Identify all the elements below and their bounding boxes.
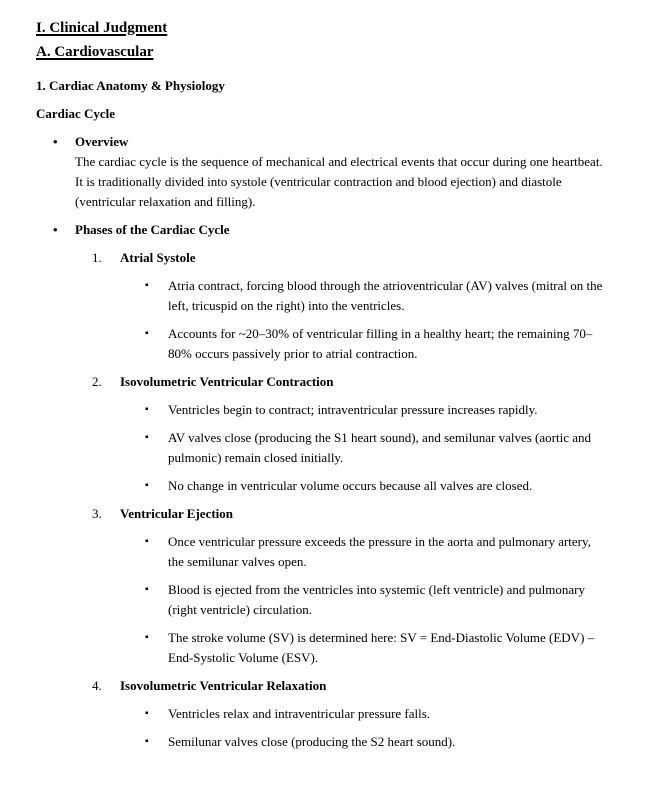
phase-item-isovolumetric-relaxation [92,676,607,696]
square-bullet-icon: ▪ [145,280,149,291]
overview-title: Overview [75,134,129,149]
point-text: The stroke volume (SV) is determined here: SV = End-Diastolic Volume (EDV) – End-Systolic Volume (ESV). [168,630,595,665]
point-text: Accounts for ~20–30% of ventricular filling in a healthy heart; the remaining 70–80% occurs passively prior to atrial contraction. [168,326,593,361]
square-bullet-icon: ▪ [145,328,149,339]
heading-cardiovascular-text: A. Cardiovascular [36,44,154,60]
heading-clinical-judgment [36,16,607,40]
section-heading: 1. Cardiac Anatomy & Physiology [36,78,225,93]
topic-heading: Cardiac Cycle [36,106,116,121]
phase-title: Isovolumetric Ventricular Contraction [120,374,334,389]
bullet-icon: • [53,134,58,149]
bullet-icon: • [53,222,58,237]
point-text: AV valves close (producing the S1 heart sound), and semilunar valves (aortic and pulmonic) remain closed initially. [168,430,591,465]
square-bullet-icon: ▪ [145,632,149,643]
list-item [145,580,607,620]
phase-title: Atrial Systole [120,250,196,265]
phase-number: 2. [92,374,102,389]
list-item [145,532,607,572]
square-bullet-icon: ▪ [145,404,149,415]
list-item-phases [53,220,607,240]
list-item [145,324,607,364]
phase-item-ventricular-ejection [92,504,607,524]
square-bullet-icon: ▪ [145,584,149,595]
heading-cardiovascular [36,40,607,64]
point-text: Once ventricular pressure exceeds the pressure in the aorta and pulmonary artery, the semilunar valves open. [168,534,591,569]
list-item [145,400,607,420]
phase-number: 4. [92,678,102,693]
list-item [145,476,607,496]
square-bullet-icon: ▪ [145,480,149,491]
square-bullet-icon: ▪ [145,536,149,547]
heading-clinical-judgment-text: I. Clinical Judgment [36,20,168,36]
phase-item-atrial-systole [92,248,607,268]
list-item [145,628,607,668]
list-item [145,276,607,316]
phase-title: Ventricular Ejection [120,506,234,521]
phase-item-isovolumetric-contraction [92,372,607,392]
square-bullet-icon: ▪ [145,432,149,443]
phase-number: 3. [92,506,102,521]
list-item [145,704,607,724]
list-item-overview [53,132,607,212]
square-bullet-icon: ▪ [145,736,149,747]
phases-title: Phases of the Cardiac Cycle [75,222,230,237]
list-item [145,428,607,468]
overview-body [75,132,607,212]
point-text: Ventricles begin to contract; intraventricular pressure increases rapidly. [168,402,538,417]
point-text: Atria contract, forcing blood through the atrioventricular (AV) valves (mitral on the left, tricuspid on the right) into the ventricles. [168,278,603,313]
phase-title: Isovolumetric Ventricular Relaxation [120,678,327,693]
phase-number: 1. [92,250,102,265]
overview-paragraph: The cardiac cycle is the sequence of mechanical and electrical events that occur during one heartbeat. It is traditionally divided into systole (ventricular contraction and blood ejection) and diastole (ventricular relaxation and filling). [75,154,603,209]
phases-body [75,220,230,240]
point-text: Ventricles relax and intraventricular pressure falls. [168,706,431,721]
list-item [145,732,607,752]
point-text: Semilunar valves close (producing the S2 heart sound). [168,734,456,749]
square-bullet-icon: ▪ [145,708,149,719]
point-text: No change in ventricular volume occurs because all valves are closed. [168,478,533,493]
point-text: Blood is ejected from the ventricles into systemic (left ventricle) and pulmonary (right ventricle) circulation. [168,582,585,617]
